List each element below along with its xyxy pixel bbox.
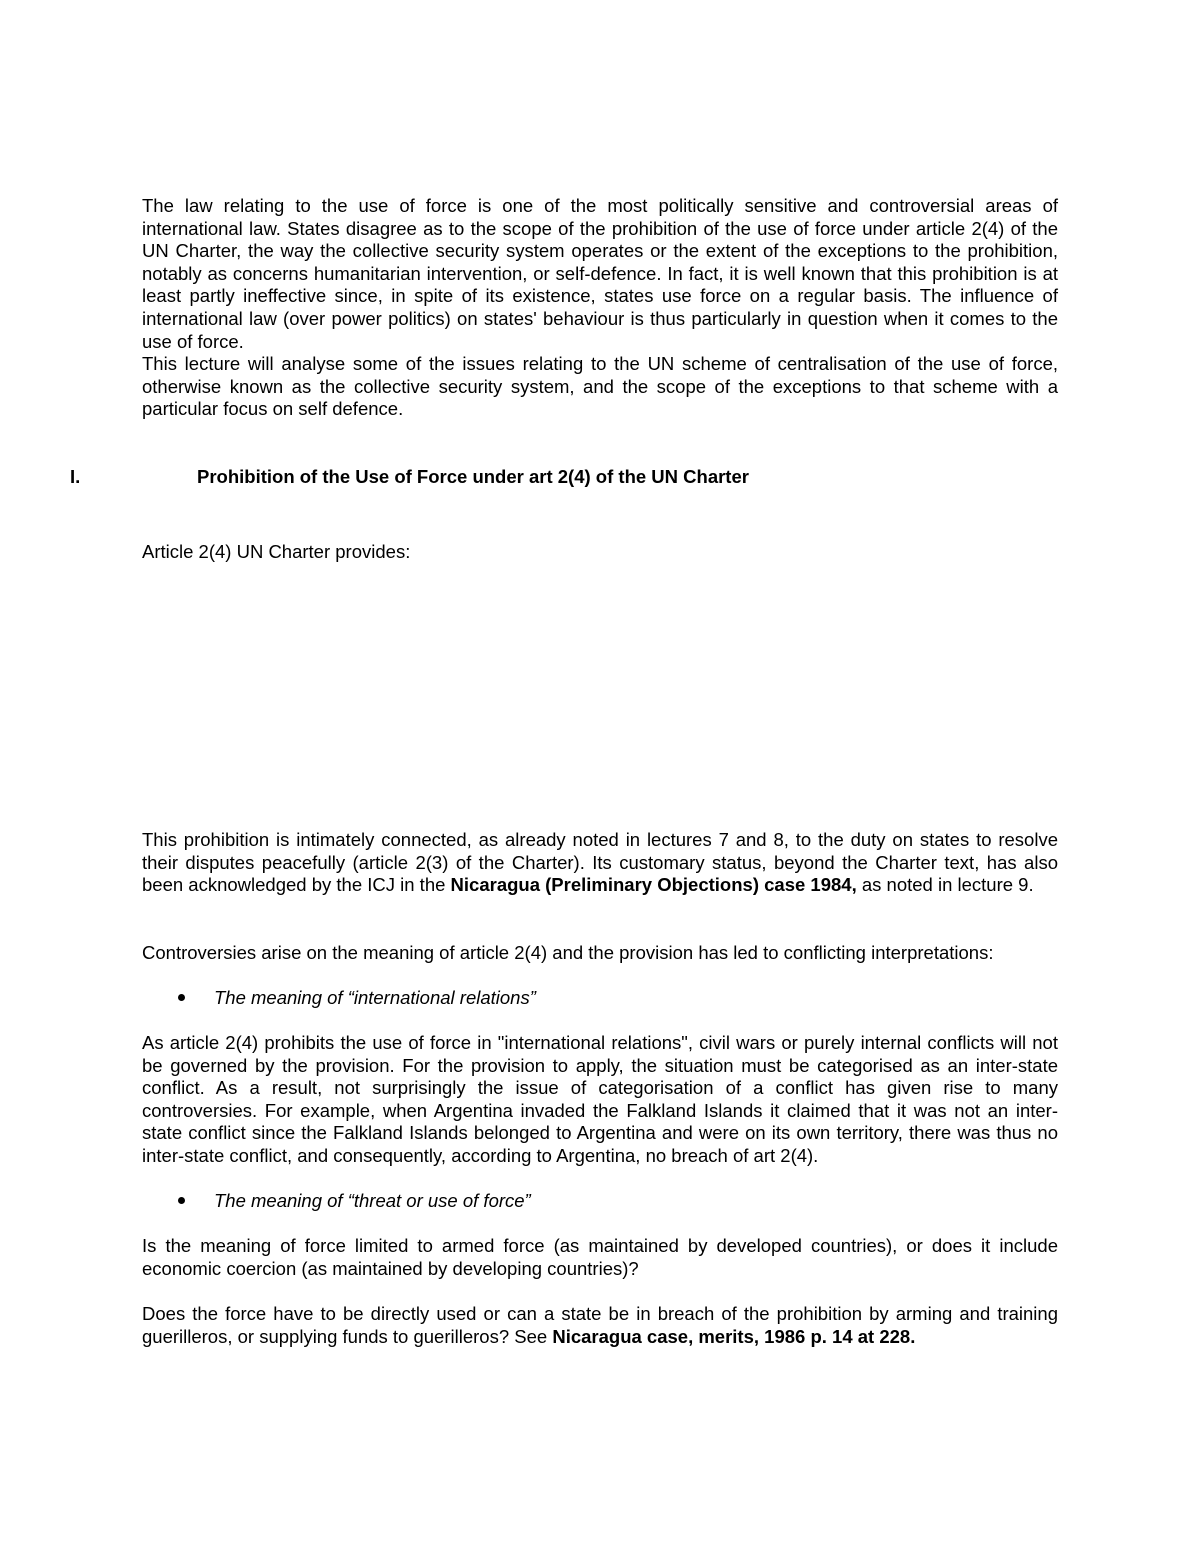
bullet-icon [178, 1197, 185, 1204]
connection-paragraph [142, 829, 1058, 897]
connection-text: This prohibition is intimately connected, as already noted in lectures 7 and 8, to the duty on states to resolve their disputes peacefully (article 2(3) of the Charter). Its customary status, beyond the Charter text, has also been acknowledged by the ICJ in the [142, 829, 1058, 896]
section-number: I. [70, 466, 81, 487]
connection-text-end: as noted in lecture 9. [856, 874, 1034, 896]
bullet-text: The meaning of “threat or use of force” [214, 1190, 531, 1211]
intro-paragraph-2: This lecture will analyse some of the issues relating to the UN scheme of centralisation of the use of force, otherwise known as the collective security system, and the scope of the exceptions to that scheme with a particular focus on self defence. [142, 353, 1058, 420]
bullet-text: The meaning of “international relations” [214, 987, 536, 1008]
case-citation: Nicaragua case, merits, 1986 p. 14 at 228. [552, 1325, 916, 1347]
controversies-paragraph: Controversies arise on the meaning of article 2(4) and the provision has led to conflicting interpretations: [142, 942, 994, 963]
intl-relations-paragraph: As article 2(4) prohibits the use of force in "international relations", civil wars or purely internal conflicts will not be governed by the provision. For the provision to apply, the situation must be categorised as an inter-state conflict. As a result, not surprisingly the issue of categorisation of a conflict has given rise to many controversies. For example, when Argentina invaded the Falkland Islands it claimed that it was not an inter-state conflict since the Falkland Islands belonged to Argentina and were on its own territory, there was thus no inter-state conflict, and consequently, according to Argentina, no breach of art 2(4). [142, 1032, 1058, 1166]
bullet-icon [178, 994, 185, 1001]
intro-paragraph-1: The law relating to the use of force is one of the most politically sensitive and controversial areas of international law. States disagree as to the scope of the prohibition of the use of force under article 2(4) of the UN Charter, the way the collective security system operates or the extent of the exceptions to the prohibition, notably as concerns humanitarian intervention, or self-defence. In fact, it is well known that this prohibition is at least partly ineffective since, in spite of its existence, states use force on a regular basis. The influence of international law (over power politics) on states' behaviour is thus particularly in question when it comes to the use of force. [142, 195, 1058, 352]
case-citation: Nicaragua (Preliminary Objections) case 1984, [450, 874, 857, 896]
article-intro: Article 2(4) UN Charter provides: [142, 541, 411, 562]
intro-section [142, 195, 1058, 421]
section-title: Prohibition of the Use of Force under art 2(4) of the UN Charter [197, 466, 749, 487]
direct-use-paragraph [142, 1303, 1058, 1348]
direct-use-text: Does the force have to be directly used or can a state be in breach of the prohibition by arming and training guerilleros, or supplying funds to guerilleros? See [142, 1303, 1058, 1347]
force-meaning-paragraph: Is the meaning of force limited to armed force (as maintained by developed countries), or does it include economic coercion (as maintained by developing countries)? [142, 1235, 1058, 1279]
